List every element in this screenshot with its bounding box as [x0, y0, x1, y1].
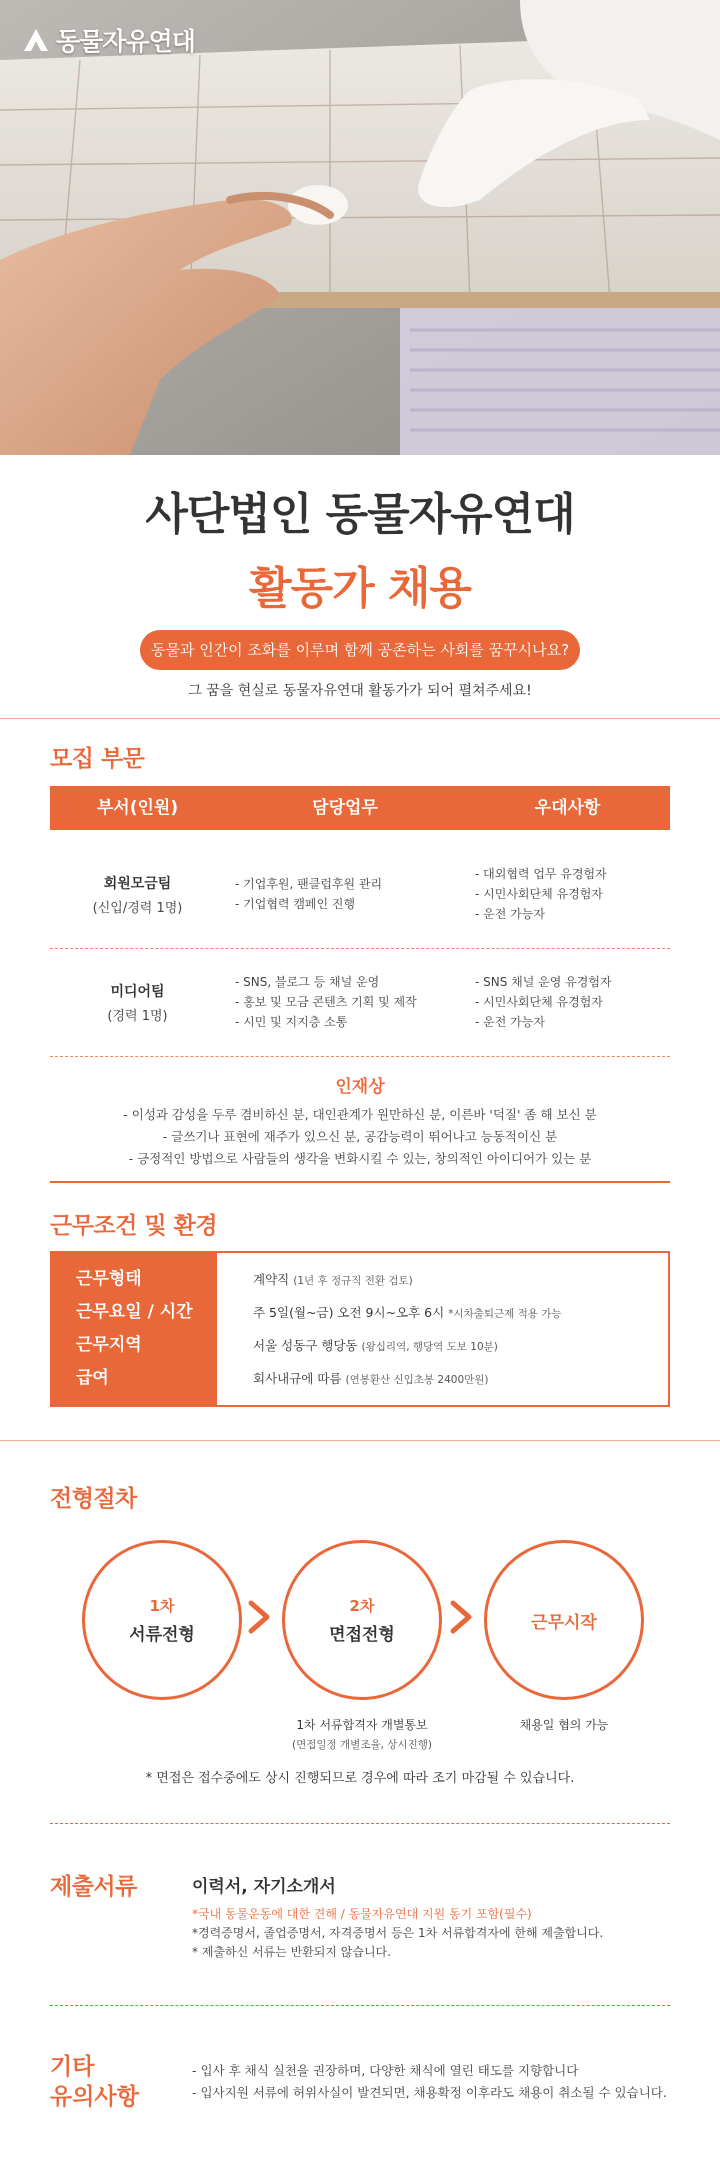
pref-cell — [465, 864, 670, 924]
cond-value: 계약직 — [253, 1272, 290, 1287]
step-number: 2차 — [349, 1597, 375, 1615]
conditions-values — [217, 1253, 668, 1405]
header-pref: 우대사항 — [534, 798, 601, 818]
dept-name: 미디어팀 — [110, 983, 165, 1000]
step-note: 채용일 협의 가능 — [519, 1718, 609, 1732]
section-divider — [50, 1823, 670, 1824]
title-line-2: 활동가 채용 — [249, 563, 471, 614]
intro-question-badge: 동물과 인간이 조화를 이루며 함께 공존하는 사회를 꿈꾸시나요? — [140, 630, 580, 670]
header-dept: 부서(인원) — [96, 798, 179, 818]
step-2-note — [262, 1716, 462, 1752]
step-subnote: (면접일정 개별조율, 상시진행) — [292, 1739, 432, 1751]
documents-section-title: 제출서류 — [50, 1874, 137, 1900]
step-note: 1차 서류합격자 개별통보 — [296, 1718, 428, 1732]
step-name: 근무시작 — [531, 1612, 597, 1633]
step-name: 서류전형 — [129, 1625, 195, 1645]
dept-name: 회원모금팀 — [103, 875, 172, 892]
cond-value-location — [253, 1329, 668, 1362]
hero-image — [0, 0, 720, 455]
header-duty: 담당업무 — [312, 798, 378, 818]
recruit-section-title: 모집 부문 — [50, 746, 145, 772]
recruit-row — [50, 855, 670, 933]
talent-list — [0, 1104, 720, 1170]
etc-title-line: 기타 — [50, 2054, 95, 2080]
documents-line: *경력증명서, 졸업증명서, 자격증명서 등은 1차 서류합격자에 한해 제출합니다. — [192, 1926, 604, 1940]
pref-item: - SNS 채널 운영 유경험자 — [475, 975, 612, 989]
cond-note: (1년 후 정규직 전환 검토) — [293, 1275, 413, 1287]
duty-item: - 시민 및 지지층 소통 — [235, 1015, 348, 1029]
duty-item: - 기업후원, 팬클럽후원 관리 — [235, 877, 383, 891]
cond-label-hours: 근무요일 / 시간 — [76, 1302, 193, 1322]
duty-cell — [225, 972, 465, 1032]
dept-count: (신입/경력 1명) — [92, 900, 183, 916]
cond-value-hours — [253, 1296, 668, 1329]
documents-line: * 제출하신 서류는 반환되지 않습니다. — [192, 1945, 391, 1959]
dept-cell — [50, 981, 225, 1024]
cond-value-type — [253, 1263, 668, 1296]
conditions-section-title: 근무조건 및 환경 — [50, 1213, 218, 1239]
conditions-labels — [52, 1253, 217, 1405]
etc-title-line: 유의사항 — [50, 2084, 139, 2110]
documents-main: 이력서, 자기소개서 — [192, 1877, 336, 1897]
brand-name: 동물자유연대 — [56, 27, 195, 56]
process-section-title: 전형절차 — [50, 1486, 137, 1512]
cond-label-type: 근무형태 — [76, 1269, 142, 1289]
documents-details — [192, 1905, 603, 1962]
etc-line: - 입사지원 서류에 허위사실이 발견되면, 채용확정 이후라도 채용이 취소될 수 있습니다. — [192, 2085, 667, 2100]
brand-logo-icon — [22, 27, 50, 53]
row-divider — [50, 1056, 670, 1057]
cond-value: 서울 성동구 행당동 — [253, 1338, 358, 1353]
duty-item: - 홍보 및 모금 콘텐츠 기획 및 제작 — [235, 995, 417, 1009]
process-step-2 — [282, 1540, 442, 1700]
etc-line: - 입사 후 채식 실천을 권장하며, 다양한 채식에 열린 태도를 지향합니다 — [192, 2063, 579, 2078]
dept-count: (경력 1명) — [107, 1008, 168, 1024]
cond-value: 회사내규에 따름 — [253, 1371, 342, 1386]
etc-section-title — [50, 2052, 139, 2112]
section-divider — [50, 2005, 670, 2006]
process-step-3 — [484, 1540, 644, 1700]
section-divider — [0, 718, 720, 719]
title-line-1: 사단법인 동물자유연대 — [145, 489, 575, 540]
etc-details — [192, 2060, 667, 2104]
documents-highlight: *국내 동물운동에 대한 견해 / 동물자유연대 지원 동기 포함(필수) — [192, 1907, 532, 1921]
intro-sub-text: 그 꿈을 현실로 동물자유연대 활동가가 되어 펼쳐주세요! — [188, 683, 532, 699]
pref-cell — [465, 972, 670, 1032]
step-number: 1차 — [149, 1597, 175, 1615]
conditions-table — [50, 1251, 670, 1407]
brand-logo[interactable] — [22, 22, 195, 58]
cond-label-location: 근무지역 — [76, 1335, 142, 1355]
cond-label-salary: 급여 — [76, 1368, 109, 1388]
interview-note: * 면접은 접수중에도 상시 진행되므로 경우에 따라 조기 마감될 수 있습니다. — [145, 1771, 575, 1786]
pref-item: - 운전 가능자 — [475, 907, 545, 921]
dept-cell — [50, 873, 225, 916]
chevron-right-icon — [449, 1600, 475, 1634]
talent-item: - 긍정적인 방법으로 사람들의 생각을 변화시킬 수 있는, 창의적인 아이디어가 있는 분 — [128, 1151, 592, 1166]
cond-value-salary — [253, 1362, 668, 1395]
recruit-table-header — [50, 786, 670, 830]
section-divider — [0, 1440, 720, 1441]
process-step-1 — [82, 1540, 242, 1700]
chevron-right-icon — [247, 1600, 273, 1634]
duty-item: - 기업협력 캠페인 진행 — [235, 897, 356, 911]
hero-photo-illustration — [0, 0, 720, 455]
step-3-note — [484, 1716, 644, 1733]
pref-item: - 시민사회단체 유경험자 — [475, 887, 603, 901]
cond-value: 주 5일(월~금) 오전 9시~오후 6시 — [253, 1305, 445, 1320]
step-name: 면접전형 — [329, 1625, 395, 1645]
pref-item: - 시민사회단체 유경험자 — [475, 995, 603, 1009]
talent-item: - 이성과 감성을 두루 겸비하신 분, 대인관계가 원만하신 분, 이른바 '덕질' 좀 해 보신 분 — [123, 1107, 597, 1122]
cond-note: (연봉환산 신입초봉 2400만원) — [345, 1374, 489, 1386]
duty-item: - SNS, 블로그 등 채널 운영 — [235, 975, 380, 989]
cond-note: *시차출퇴근제 적용 가능 — [448, 1308, 562, 1320]
talent-item: - 글쓰기나 표현에 재주가 있으신 분, 공감능력이 뛰어나고 능동적이신 분 — [162, 1129, 558, 1144]
cond-note: (왕십리역, 행당역 도보 10분) — [361, 1341, 498, 1353]
recruit-row — [50, 963, 670, 1041]
row-divider — [50, 948, 670, 949]
talent-title: 인재상 — [335, 1077, 385, 1097]
pref-item: - 운전 가능자 — [475, 1015, 545, 1029]
page-title — [0, 478, 720, 616]
duty-cell — [225, 874, 465, 914]
section-divider — [50, 1181, 670, 1183]
pref-item: - 대외협력 업무 유경험자 — [475, 867, 607, 881]
